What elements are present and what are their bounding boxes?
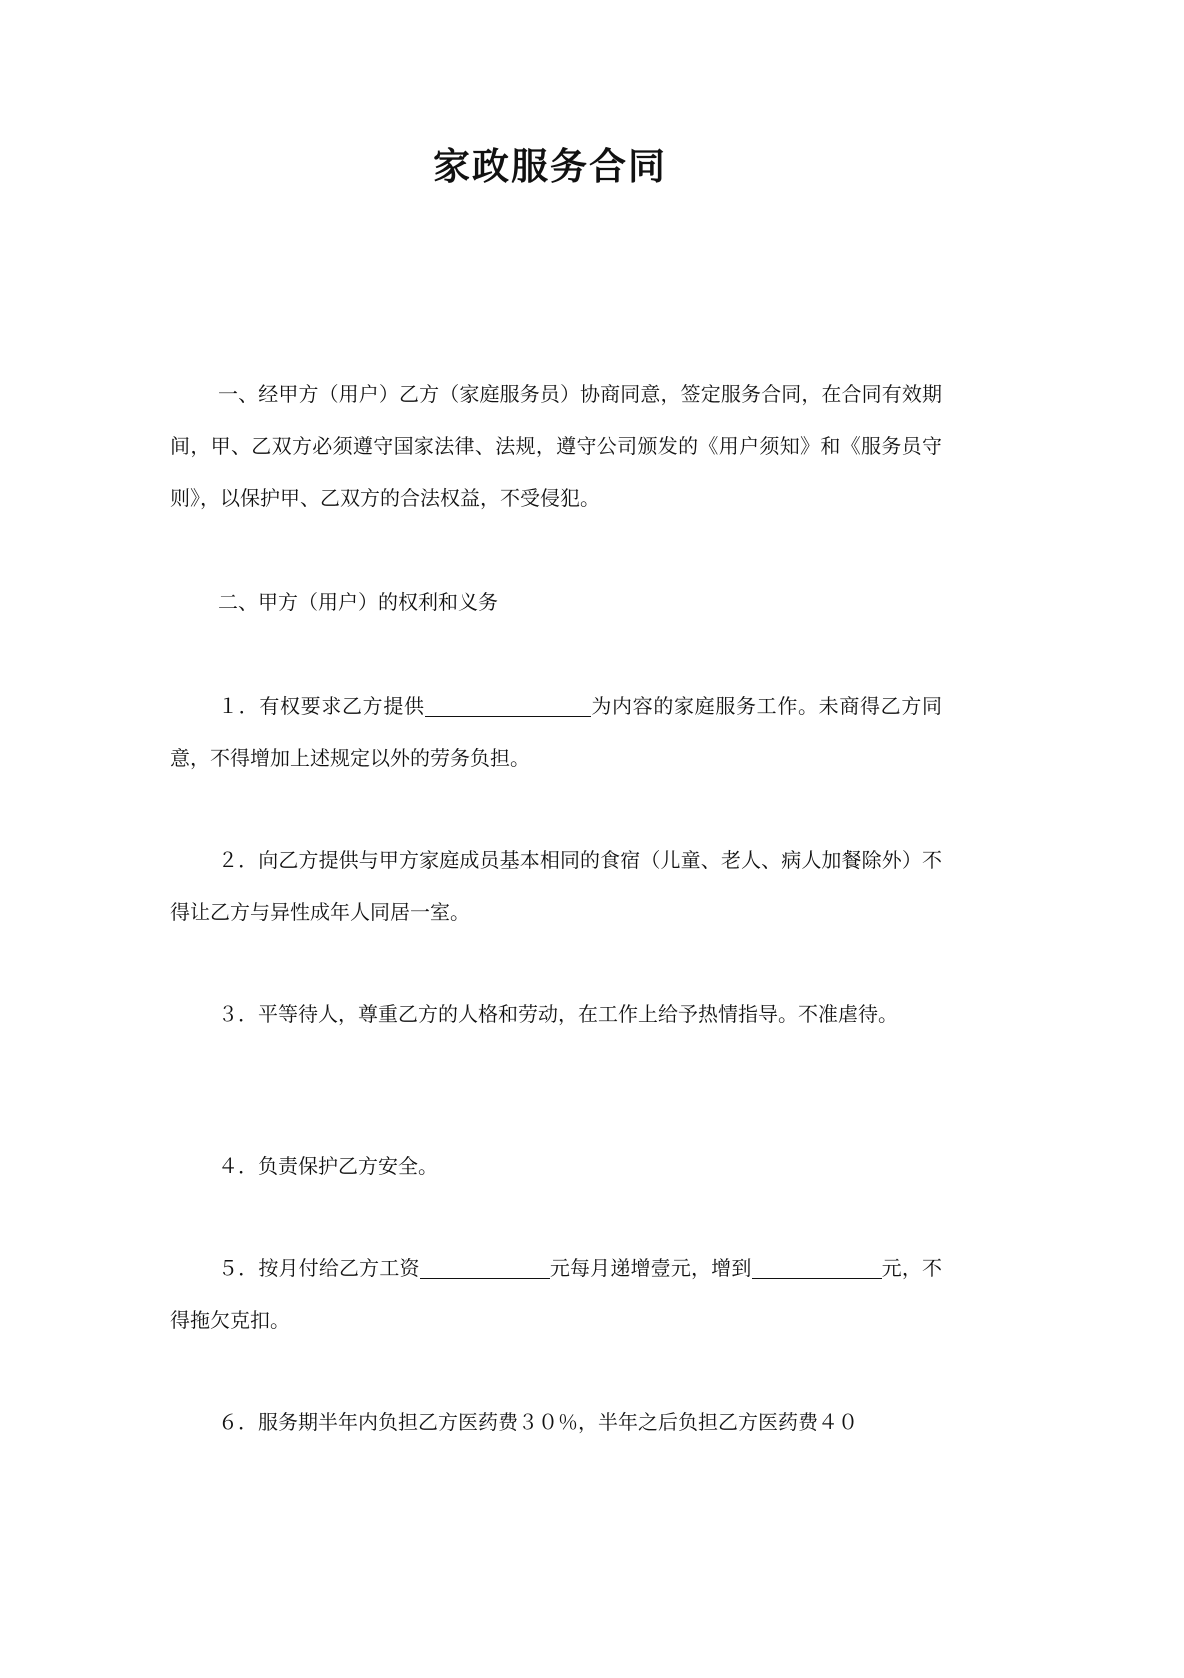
section-1-paragraph: 一、经甲方（用户）乙方（家庭服务员）协商同意，签定服务合同，在合同有效期间，甲、乙双方必须遵守国家法律、法规，遵守公司颁发的《用户须知》和《服务员守则》，以保护甲、乙双方的合法权益，不受侵犯。 [170, 382, 942, 510]
clause-5-text-before: ５．按月付给乙方工资 [218, 1256, 420, 1280]
clause-1 [170, 680, 942, 784]
fill-blank-max-wage [752, 1254, 882, 1279]
document-title: 家政服务合同 [433, 145, 667, 188]
clause-3: ３．平等待人，尊重乙方的人格和劳动，在工作上给予热情指导。不准虐待。 [218, 1002, 898, 1026]
fill-blank-wage [420, 1254, 550, 1279]
clause-4: ４．负责保护乙方安全。 [218, 1154, 438, 1178]
clause-5-text-middle: 元每月递增壹元，增到 [549, 1256, 752, 1280]
clause-1-text-before: １．有权要求乙方提供 [218, 694, 425, 718]
section-2-heading: 二、甲方（用户）的权利和义务 [218, 590, 498, 614]
fill-blank-service-content [425, 692, 591, 717]
clause-6: ６．服务期半年内负担乙方医药费３０％，半年之后负担乙方医药费４０ [218, 1410, 858, 1434]
clause-5-text-after: 元，不得拖欠克扣。 [170, 1256, 943, 1332]
clause-5 [170, 1242, 942, 1346]
clause-1-text-after: 为内容的家庭服务工作。未商得乙方同意，不得增加上述规定以外的劳务负担。 [170, 694, 943, 770]
clause-2: ２．向乙方提供与甲方家庭成员基本相同的食宿（儿童、老人、病人加餐除外）不得让乙方与异性成年人同居一室。 [170, 848, 942, 924]
